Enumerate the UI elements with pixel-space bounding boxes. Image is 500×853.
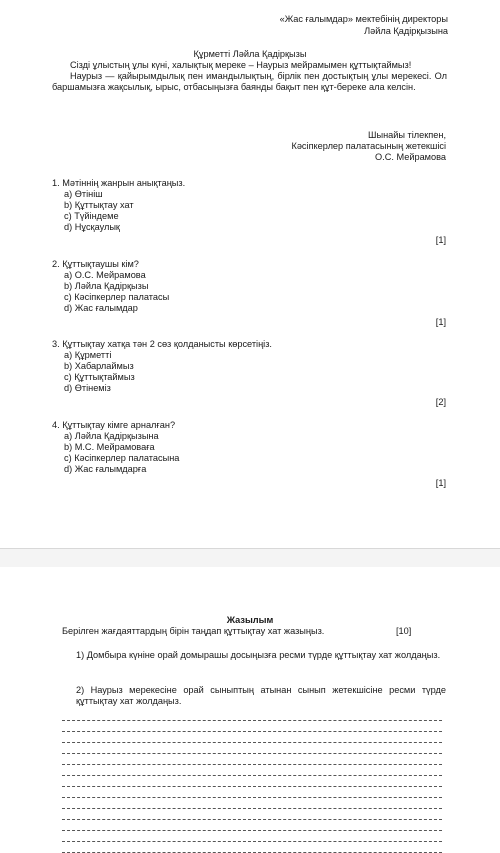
question-3-option-c[interactable]: c) Құттықтаймыз xyxy=(64,372,135,382)
question-4-text: 4. Құттықтау кімге арналған? xyxy=(52,420,176,430)
question-4-option-d[interactable]: d) Жас ғалымдарға xyxy=(64,464,147,474)
letter-paragraph-2: Наурыз — қайырымдылық пен имандылықтың, бірлік пен достықтың ұлы мерекесі. Ол баршамызға жақсылық, ырыс, отбасыңызға баянды бақыт пен құт-береке ала келсін. xyxy=(52,71,447,92)
answer-line[interactable] xyxy=(62,754,442,765)
letter-greeting: Құрметті Ләйла Қадірқызы xyxy=(193,49,307,59)
answer-line[interactable] xyxy=(62,798,442,809)
answer-line[interactable] xyxy=(62,732,442,743)
question-4 xyxy=(52,420,447,475)
addressee-line-1: «Жас ғалымдар» мектебінің директоры xyxy=(279,14,448,24)
question-4-option-a[interactable]: a) Ләйла Қадірқызына xyxy=(64,431,159,441)
signature-line-3: О.С. Мейрамова xyxy=(375,152,446,162)
question-3-option-d[interactable]: d) Өтінеміз xyxy=(64,383,111,393)
writing-task-1: 1) Домбыра күніне орай домырашы досыңызға ресми түрде құттықтау хат жолдаңыз. xyxy=(76,650,441,660)
question-3-option-b[interactable]: b) Хабарлаймыз xyxy=(64,361,134,371)
answer-line[interactable] xyxy=(62,809,442,820)
question-3-score: [2] xyxy=(435,397,446,407)
question-3-option-a[interactable]: a) Құрметті xyxy=(64,350,112,360)
writing-instruction: Берілген жағдаяттардың бірін таңдап құттықтау хат жазыңыз. xyxy=(62,626,325,636)
writing-score: [10] xyxy=(396,626,412,636)
question-3-text: 3. Құттықтау хатқа тән 2 сөз қолданысты көрсетіңіз. xyxy=(52,339,272,349)
question-1-option-d[interactable]: d) Нұсқаулық xyxy=(64,222,120,232)
addressee-line-2: Ләйла Қадірқызына xyxy=(364,26,448,36)
answer-line[interactable] xyxy=(62,743,442,754)
answer-lines[interactable] xyxy=(62,710,442,853)
question-2-option-d[interactable]: d) Жас ғалымдар xyxy=(64,303,138,313)
signature-line-1: Шынайы тілекпен, xyxy=(368,130,446,140)
answer-line[interactable] xyxy=(62,765,442,776)
question-4-option-b[interactable]: b) М.С. Мейрамоваға xyxy=(64,442,155,452)
question-3 xyxy=(52,339,447,394)
question-1-option-c[interactable]: c) Түйіндеме xyxy=(64,211,119,221)
question-1-score: [1] xyxy=(435,235,446,245)
signature-line-2: Кәсіпкерлер палатасының жетекшісі xyxy=(291,141,446,151)
answer-line[interactable] xyxy=(62,710,442,721)
question-2-text: 2. Құттықтаушы кім? xyxy=(52,259,139,269)
writing-task-2: 2) Наурыз мерекесіне орай сыныптың атынан сынып жетекшісіне ресми түрде құттықтау хат жолдаңыз. xyxy=(76,685,446,706)
page-separator xyxy=(0,548,500,568)
question-1-option-b[interactable]: b) Құттықтау хат xyxy=(64,200,134,210)
letter-paragraph-1: Сізді ұлыстың ұлы күні, халықтық мереке – Наурыз мейрамымен құттықтаймыз! xyxy=(70,60,412,70)
question-4-option-c[interactable]: c) Кәсіпкерлер палатасына xyxy=(64,453,180,463)
writing-title: Жазылым xyxy=(226,615,274,625)
answer-line[interactable] xyxy=(62,721,442,732)
question-2-option-c[interactable]: c) Кәсіпкерлер палатасы xyxy=(64,292,170,302)
answer-line[interactable] xyxy=(62,820,442,831)
question-1 xyxy=(52,178,447,233)
question-4-score: [1] xyxy=(435,478,446,488)
answer-line[interactable] xyxy=(62,787,442,798)
question-2-score: [1] xyxy=(435,317,446,327)
letter-body xyxy=(52,60,447,93)
answer-line[interactable] xyxy=(62,776,442,787)
question-2-option-a[interactable]: a) О.С. Мейрамова xyxy=(64,270,146,280)
answer-line[interactable] xyxy=(62,831,442,842)
question-2-option-b[interactable]: b) Ләйла Қадірқызы xyxy=(64,281,149,291)
question-2 xyxy=(52,259,447,314)
question-1-text: 1. Мәтіннің жанрын анықтаңыз. xyxy=(52,178,186,188)
question-1-option-a[interactable]: a) Өтініш xyxy=(64,189,103,199)
